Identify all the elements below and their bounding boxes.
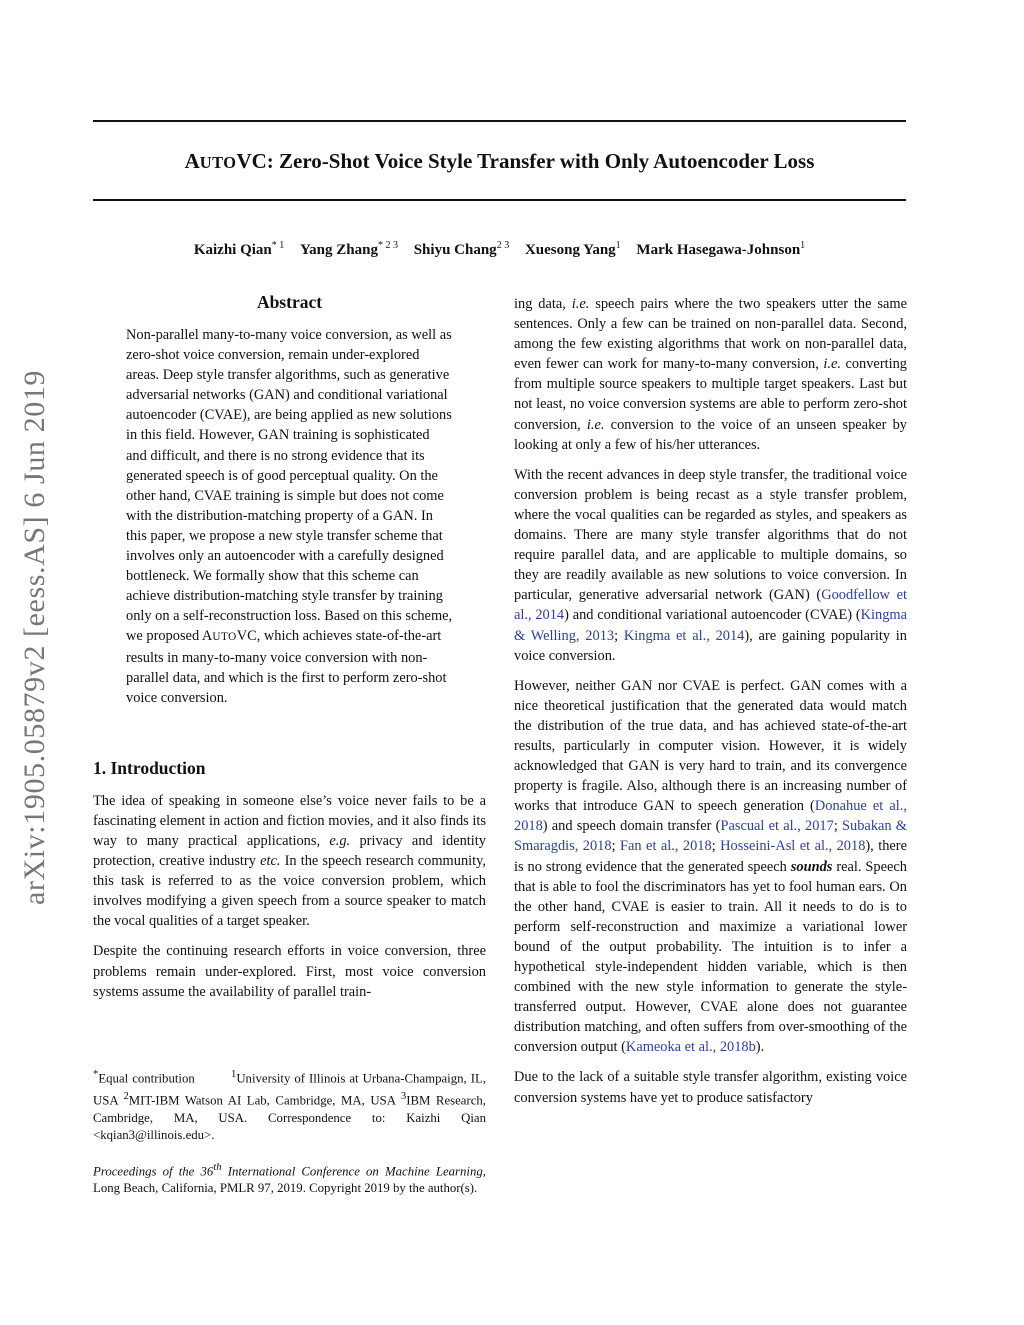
- citation-link[interactable]: Kameoka et al., 2018b: [625, 1039, 756, 1056]
- author: Xuesong Yang$^1$: [524, 240, 621, 258]
- author: Mark Hasegawa-Johnson$^1$: [636, 240, 806, 258]
- introduction-heading: 1. Introduction: [93, 757, 206, 778]
- citation-link[interactable]: Subakan & Smaragdis, 2018: [514, 818, 907, 855]
- left-column: [93, 289, 486, 1002]
- title-bottom-rule: [93, 199, 906, 201]
- body-paragraph: However, neither GAN nor CVAE is perfect. GAN comes with a nice theoretical justification that the generated data would match the distribution of the true data, and has achieved state-of-the-art results, particularly in computer vision. However, it is widely acknowledged that GAN is very hard to train, and its convergence property is fragile. Also, although there is an increasing number of works that introduce GAN to speech generation (Donahue et al., 2018) and speech domain transfer (Pascual et al., 2017; Subakan & Smaragdis, 2018; Fan et al., 2018; Hosseini-Asl et al., 2018), there is no strong evidence that the generated speech sounds real. Speech that is able to fool the discriminators has yet to fool human ears. On the other hand, CVAE is easier to train. All it needs to do is to perform self-reconstruction and maximize a variational lower bound of the output probability. The intuition is to infer a hypothetical style-independent hidden variable, which is then combined with the new style information to generate the style-transferred output. However, CVAE alone does not guarantee distribution matching, and often suffers from over-smoothing of the conversion output (Kameoka et al., 2018b).: [514, 677, 907, 1056]
- citation-link[interactable]: Goodfellow et al., 2014: [514, 587, 907, 624]
- proceedings-note: Proceedings of the 36th International Conference on Machine Learning, Long Beach, California, PMLR 97, 2019. Copyright 2019 by the author(s).: [93, 1161, 486, 1196]
- abstract-text: Non-parallel many-to-many voice conversion, as well as zero-shot voice conversion, remain under-explored areas. Deep style transfer algorithms, such as generative adversarial networks (GAN) and conditional variational autoencoder (CVAE), are being applied as new solutions in this field. However, GAN training is sophisticated and difficult, and there is no strong evidence that its generated speech is of good perceptual quality. On the other hand, CVAE training is simple but does not come with the distribution-matching property of a GAN. In this paper, we propose a new style transfer scheme that involves only an autoencoder with a carefully designed bottleneck. We formally show that this scheme can achieve distribution-matching style transfer by training only on a self-reconstruction loss. Based on this scheme, we proposed AUTOVC, which achieves state-of-the-art results in many-to-many voice conversion with non-parallel data, and which is the first to perform zero-shot voice conversion.: [126, 327, 453, 706]
- title-top-rule: [93, 120, 906, 122]
- arxiv-stamp: arXiv:1905.05879v2 [eess.AS] 6 Jun 2019: [18, 369, 51, 905]
- author: Shiyu Chang$^{2 3}$: [413, 240, 510, 258]
- citation-link[interactable]: Kingma et al., 2014: [623, 627, 745, 644]
- citation-link[interactable]: Kingma & Welling, 2013: [514, 607, 907, 644]
- body-paragraph: With the recent advances in deep style transfer, the traditional voice conversion problem is being recast as a style transfer problem, where the vocal qualities can be regarded as styles, and speakers as domains. There are many style transfer algorithms that do not require parallel data, and are applicable to multiple domains, so they are readily available as new solutions to voice conversion. In particular, generative adversarial network (GAN) (Goodfellow et al., 2014) and conditional variational autoencoder (CVAE) (Kingma & Welling, 2013; Kingma et al., 2014), are gaining popularity in voice conversion.: [514, 466, 907, 664]
- abstract-heading: Abstract: [256, 292, 323, 312]
- citation-link[interactable]: Fan et al., 2018: [620, 838, 712, 855]
- author: Yang Zhang$^{* 2 3}$: [300, 240, 398, 258]
- body-paragraph: ing data, i.e. speech pairs where the two speakers utter the same sentences. Only a few can be trained on non-parallel data. Second, among the few existing algorithms that work on non-parallel data, even fewer can work for many-to-many conversion, i.e. converting from multiple source speakers to multiple target speakers. Last but not least, no voice conversion systems are able to perform zero-shot conversion, i.e. conversion to the voice of an unseen speaker by looking at only a few of his/her utterances.: [514, 296, 908, 453]
- right-column: [514, 294, 907, 1108]
- intro-paragraph-2: Despite the continuing research efforts in voice conversion, three problems remain under-explored. First, most voice conversion systems assume the availability of parallel train-: [93, 943, 486, 1000]
- footnotes: [93, 1066, 486, 1198]
- paper-title: AUTOVC: Zero-Shot Voice Style Transfer with Only Autoencoder Loss: [184, 149, 815, 173]
- citation-link[interactable]: Hosseini-Asl et al., 2018: [720, 838, 866, 855]
- author-list: [93, 236, 906, 260]
- author: Kaizhi Qian$^{* 1}$: [193, 240, 285, 258]
- citation-link[interactable]: Pascual et al., 2017: [720, 818, 834, 835]
- intro-paragraph-1: The idea of speaking in someone else’s voice never fails to be a fascinating element in action and fiction movies, and it also finds its way to many practical applications, e.g. privacy and identity protection, creative industry etc. In the speech research community, this task is referred to as the voice conversion problem, which involves modifying a given speech from a source speaker to match the vocal qualities of a target speaker.: [93, 792, 486, 930]
- citation-link[interactable]: Donahue et al., 2018: [514, 798, 907, 835]
- body-paragraph: Due to the lack of a suitable style transfer algorithm, existing voice conversion systems have yet to produce satisfactory: [514, 1069, 907, 1106]
- affiliation-footnote: *Equal contribution $^1$University of Illinois at Urbana-Champaign, IL, USA $^2$MIT-IBM Watson AI Lab, Cambridge, MA, USA $^3$IBM Research, Cambridge, MA, USA. Correspondence to: Kaizhi Qian <kqian3@illinois.edu>.: [93, 1069, 487, 1143]
